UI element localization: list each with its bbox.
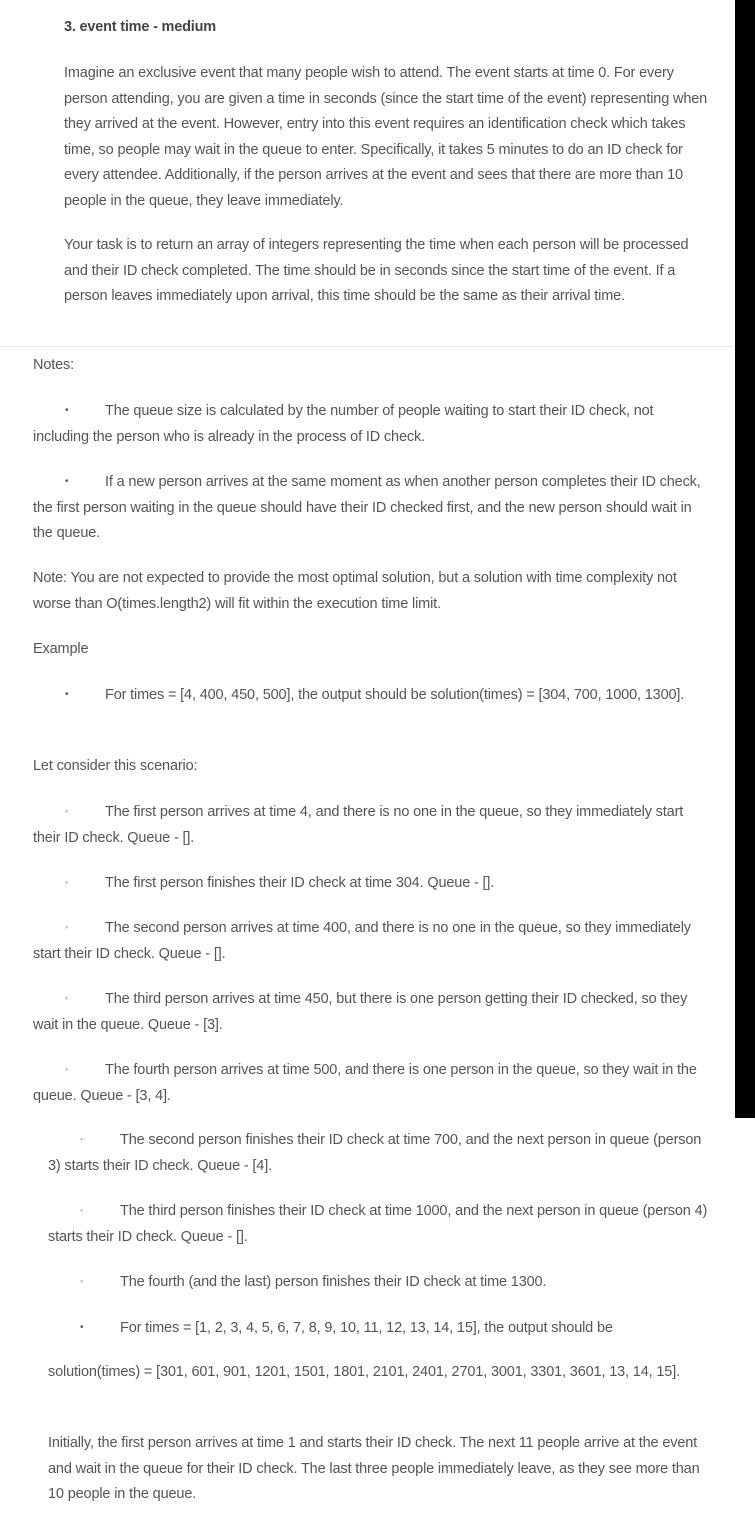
scenario-step	[33, 915, 713, 967]
scrollbar[interactable]	[735, 0, 755, 1118]
scenario-step	[48, 1198, 713, 1250]
circle-bullet-icon: ◦	[65, 922, 69, 932]
scenario-step	[33, 986, 713, 1038]
circle-bullet-icon: ◦	[80, 1134, 84, 1144]
example-heading: Example	[33, 641, 89, 657]
scenario-step	[48, 1269, 713, 1296]
step-text: The fourth (and the last) person finishes their ID check at time 1300.	[120, 1274, 547, 1290]
note-text: If a new person arrives at the same moment as when another person completes their ID check, the first person waiting in the queue should have their ID checked first, and the new person should wait in the queue.	[33, 474, 701, 541]
step-text: The third person finishes their ID check at time 1000, and the next person in queue (person 4) starts their ID check. Queue - [].	[48, 1203, 708, 1245]
bullet-icon: •	[65, 405, 69, 416]
circle-bullet-icon: ◦	[65, 806, 69, 816]
task-description: Your task is to return an array of integers representing the time when each person will be processed and their ID check completed. The time should be in seconds since the start time of the event. If a person leaves immediately upon arrival, this time should be the same as their arrival time.	[64, 237, 689, 304]
bullet-icon: •	[80, 1322, 84, 1333]
scenario-heading: Let consider this scenario:	[33, 758, 198, 774]
problem-description: Imagine an exclusive event that many people wish to attend. The event starts at time 0. For every person attending, you are given a time in seconds (since the start time of the event) representing when they arrived at the event. However, entry into this event requires an identification check which takes time, so people may wait in the queue to enter. Specifically, it takes 5 minutes to do an ID check for every attendee. Additionally, if the person arrives at the event and sees that there are more than 10 people in the queue, they leave immediately.	[64, 65, 708, 209]
circle-bullet-icon: ◦	[80, 1205, 84, 1215]
example-case-2-explanation: Initially, the first person arrives at time 1 and starts their ID check. The next 11 people arrive at the event and wait in the queue for their ID check. The last three people immediately leave, as they see more than 10 people in the queue.	[48, 1435, 700, 1502]
step-text: The second person arrives at time 400, and there is no one in the queue, so they immediately start their ID check. Queue - [].	[33, 920, 691, 962]
step-text: The first person arrives at time 4, and there is no one in the queue, so they immediately start their ID check. Queue - [].	[33, 804, 684, 846]
example-case-2	[48, 1315, 713, 1342]
notes-heading: Notes:	[33, 357, 75, 373]
example-case-text: For times = [1, 2, 3, 4, 5, 6, 7, 8, 9, 10, 11, 12, 13, 14, 15], the output should be	[120, 1320, 613, 1336]
step-text: The first person finishes their ID check at time 304. Queue - [].	[105, 875, 495, 891]
step-text: The third person arrives at time 450, but there is one person getting their ID checked, so they wait in the queue. Queue - [3].	[33, 991, 688, 1033]
scenario-step	[33, 870, 713, 897]
note-text: The queue size is calculated by the number of people waiting to start their ID check, not including the person who is already in the process of ID check.	[33, 403, 654, 445]
scenario-step	[33, 799, 713, 851]
circle-bullet-icon: ◦	[65, 993, 69, 1003]
note-item	[33, 469, 713, 547]
circle-bullet-icon: ◦	[80, 1276, 84, 1286]
scenario-step	[33, 1057, 713, 1109]
step-text: The fourth person arrives at time 500, and there is one person in the queue, so they wait in the queue. Queue - [3, 4].	[33, 1062, 697, 1104]
example-case-1	[33, 682, 713, 709]
example-case-2-output: solution(times) = [301, 601, 901, 1201, 1501, 1801, 2101, 2401, 2701, 3001, 3301, 3601, 13, 14, 15].	[48, 1364, 680, 1380]
step-text: The second person finishes their ID check at time 700, and the next person in queue (person 3) starts their ID check. Queue - [4].	[48, 1132, 702, 1174]
circle-bullet-icon: ◦	[65, 877, 69, 887]
example-case-text: For times = [4, 400, 450, 500], the output should be solution(times) = [304, 700, 1000, 1300].	[105, 687, 685, 703]
problem-title: 3. event time - medium	[64, 19, 216, 35]
bullet-icon: •	[65, 689, 69, 700]
note-item	[33, 398, 713, 450]
scenario-step	[48, 1127, 713, 1179]
problem-statement-panel	[0, 0, 735, 347]
circle-bullet-icon: ◦	[65, 1064, 69, 1074]
bullet-icon: •	[65, 476, 69, 487]
complexity-note: Note: You are not expected to provide the most optimal solution, but a solution with time complexity not worse than O(times.length2) will fit within the execution time limit.	[33, 570, 677, 612]
